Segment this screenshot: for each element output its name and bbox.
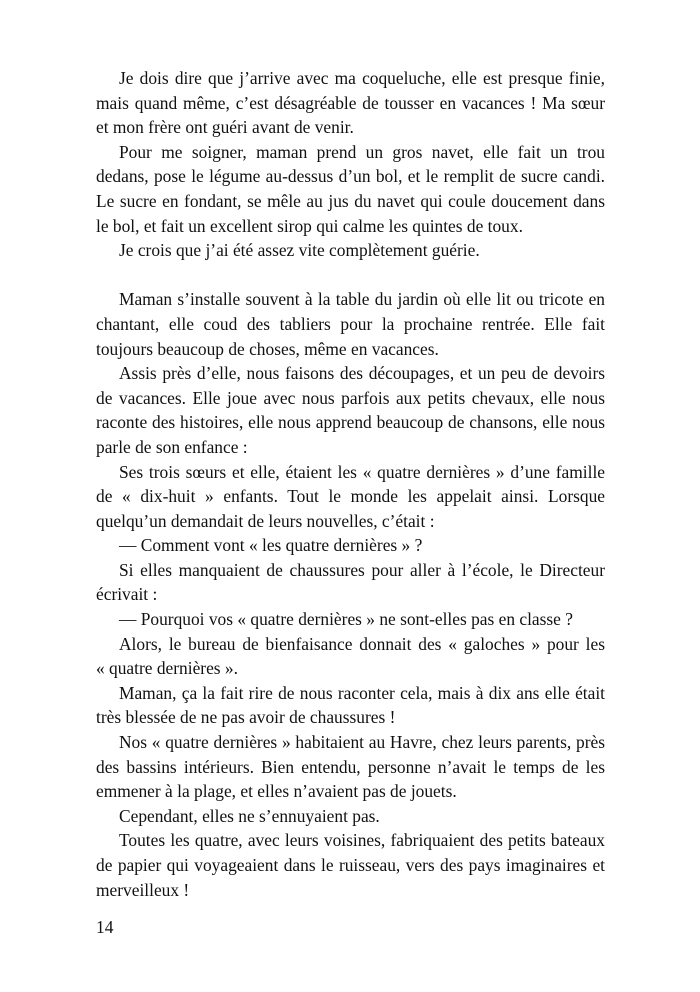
paragraph: Si elles manquaient de chaussures pour aller à l’école, le Directeur écrivait :: [96, 559, 605, 605]
dialogue-line: — Pourquoi vos « quatre dernières » ne sont-elles pas en classe ?: [119, 609, 573, 630]
dialogue-line: — Comment vont « les quatre dernières » ?: [119, 535, 423, 556]
section-maman: [96, 287, 605, 902]
paragraph: Maman s’installe souvent à la table du jardin où elle lit ou tricote en chantant, elle coud des tabliers pour la prochaine rentrée. Elle fait toujours beaucoup de choses, même en vacances.: [96, 289, 605, 359]
paragraph: Je crois que j’ai été assez vite complètement guérie.: [119, 240, 480, 261]
section-coqueluche: [96, 66, 605, 263]
paragraph: Toutes les quatre, avec leurs voisines, fabriquaient des petits bateaux de papier qui voyageaient dans le ruisseau, vers des pays imaginaires et merveilleux !: [96, 830, 605, 900]
page-number: 14: [96, 917, 114, 937]
paragraph: Ses trois sœurs et elle, étaient les « quatre dernières » d’une famille de « dix-huit » enfants. Tout le monde les appelait ainsi. Lorsque quelqu’un demandait de leurs nouvelles, c’était :: [96, 461, 605, 531]
paragraph: Alors, le bureau de bienfaisance donnait des « galoches » pour les « quatre dernières ».: [96, 633, 605, 679]
paragraph: Assis près d’elle, nous faisons des découpages, et un peu de devoirs de vacances. Elle joue avec nous parfois aux petits chevaux, elle nous raconte des histoires, elle nous apprend beaucoup de chansons, elle nous parle de son enfance :: [96, 363, 605, 457]
paragraph: Nos « quatre dernières » habitaient au Havre, chez leurs parents, près des bassins intérieurs. Bien entendu, personne n’avait le temps de les emmener à la plage, et elles n’avaient pas de jouets.: [96, 732, 605, 802]
paragraph: Je dois dire que j’arrive avec ma coqueluche, elle est presque finie, mais quand même, c’est désagréable de tousser en vacances ! Ma sœur et mon frère ont guéri avant de venir.: [96, 68, 605, 138]
paragraph: Maman, ça la fait rire de nous raconter cela, mais à dix ans elle était très blessée de ne pas avoir de chaussures !: [96, 682, 605, 728]
section-break: [96, 263, 605, 288]
page-body: [96, 66, 605, 902]
paragraph: Pour me soigner, maman prend un gros navet, elle fait un trou dedans, pose le légume au-dessus d’un bol, et le remplit de sucre candi. Le sucre en fondant, se mêle au jus du navet qui coule doucement dans le bol, et fait un excellent sirop qui calme les quintes de toux.: [96, 141, 605, 236]
paragraph: Cependant, elles ne s’ennuyaient pas.: [119, 805, 380, 826]
